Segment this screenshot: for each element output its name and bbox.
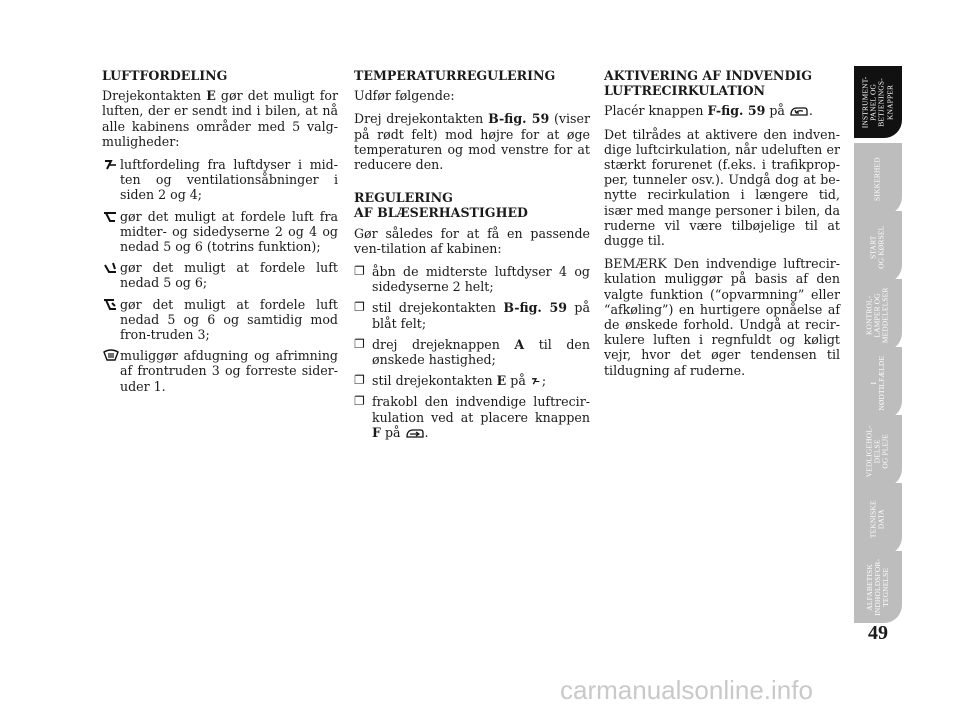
paragraph: Placér knappen F-fig. 59 på . xyxy=(604,103,813,119)
tab-safety[interactable]: SIKKERHED xyxy=(854,143,902,215)
checkbox-bullet-icon: ❐ xyxy=(354,300,365,315)
paragraph: Gør således for at få en passende ven-tilation af kabinen: xyxy=(354,225,590,256)
list-item: muliggør afdugning og afrimning af frontruden 3 og forreste sider-uder 1. xyxy=(102,348,338,394)
outside-air-icon xyxy=(405,427,425,440)
list-item: gør det muligt at fordele luft nedad 5 og 6 og samtidig mod fron-truden 3; xyxy=(102,297,338,343)
heading-fan-speed: REGULERING AF BLÆSERHASTIGHED xyxy=(354,190,528,221)
tab-warning-lights[interactable]: KONTROL- LAMPER OG MEDDELELSER xyxy=(854,279,902,351)
list-item: gør det muligt at fordele luft fra midter- og sidedyserne 2 og 4 og nedad 5 og 6 (totrins funktion); xyxy=(102,209,338,255)
vent-face-icon xyxy=(102,158,120,172)
vent-feet-icon xyxy=(102,261,120,275)
intro-paragraph: Drejekontakten E gør det muligt for luften, der er sendt ind i bilen, at nå alle kabinens områder med 5 valg-muligheder: xyxy=(102,88,338,149)
recirculation-icon xyxy=(789,105,809,118)
tab-index[interactable]: ALFABETISK INDHOLDSFOR- TEGNELSE xyxy=(854,551,902,623)
list-item: ❐ frakobl den indvendige luftrecir-kulation ved at placere knappen F på . xyxy=(354,394,590,440)
checkbox-bullet-icon: ❐ xyxy=(354,373,365,388)
list-item: ❐ stil drejekontakten B-fig. 59 på blåt felt; xyxy=(354,300,590,331)
list-item: ❐ åbn de midterste luftdyser 4 og sidedyserne 2 helt; xyxy=(354,264,590,295)
heading-air-distribution: LUFTFORDELING xyxy=(102,68,228,83)
page-number: 49 xyxy=(868,622,888,644)
checkbox-bullet-icon: ❐ xyxy=(354,336,365,351)
vent-face-feet-icon xyxy=(102,210,120,224)
list-item: luftfordeling fra luftdyser i mid-ten og ventilationsåbninger i siden 2 og 4; xyxy=(102,157,338,203)
vent-face-icon xyxy=(530,375,542,388)
defrost-icon xyxy=(102,349,120,363)
checkbox-bullet-icon: ❐ xyxy=(354,264,365,279)
heading-temperature: TEMPERATURREGULERING xyxy=(354,68,556,83)
tab-technical-data[interactable]: TEKNISKE DATA xyxy=(854,483,902,555)
tab-maintenance[interactable]: VEDLIGEHOL- DELSE OG PLEJE xyxy=(854,415,902,487)
column-air-distribution xyxy=(102,68,338,400)
list-item: gør det muligt at fordele luft nedad 5 og 6; xyxy=(102,260,338,290)
list-item: ❐ stil drejekontakten E på ; xyxy=(354,373,547,389)
vent-feet-windscreen-icon xyxy=(102,298,120,312)
paragraph: Drej drejekontakten B-fig. 59 (viser på rødt felt) mod højre for at øge temperaturen og mod venstre for at reducere den. xyxy=(354,111,590,173)
tab-emergency[interactable]: I NØDTILFÆLDE xyxy=(854,347,902,419)
paragraph: Det tilrådes at aktivere den indven-dige luftcirkulation, når udeluften er stærkt forurenet (f.eks. i trafikprop-per, tunneler osv.). Undgå dog at be-nytte recirkulation i længere tid, især med mange personer i bilen, da ruderne vil være tilbøjelige til at dugge til. xyxy=(604,126,840,249)
tab-start-driving[interactable]: START OG KØRSEL xyxy=(854,211,902,283)
heading-recirculation: AKTIVERING AF INDVENDIG LUFTRECIRKULATION xyxy=(604,68,813,99)
watermark: carmanualsonline.info xyxy=(560,675,813,705)
tab-instrument-panel[interactable]: INSTRUMENT- PANEL OG BETJENINGS- KNAPPER xyxy=(854,66,902,138)
list-item: ❐ drej drejeknappen A til den ønskede hastighed; xyxy=(354,336,590,368)
checkbox-bullet-icon: ❐ xyxy=(354,394,365,409)
note-paragraph: BEMÆRK Den indvendige luftrecir-kulation muliggør på basis af den valgte funktion (“opvarmning” eller “afkøling”) en hurtigere opnåelse af de ønskede forhold. Undgå at recir-kulere luften i regnfuldt og køligt vejr, hvor det øger tendensen til tildugning af ruderne. xyxy=(604,256,840,378)
column-temperature xyxy=(354,68,590,446)
column-recirculation xyxy=(604,68,840,386)
paragraph: Udfør følgende: xyxy=(354,88,455,104)
